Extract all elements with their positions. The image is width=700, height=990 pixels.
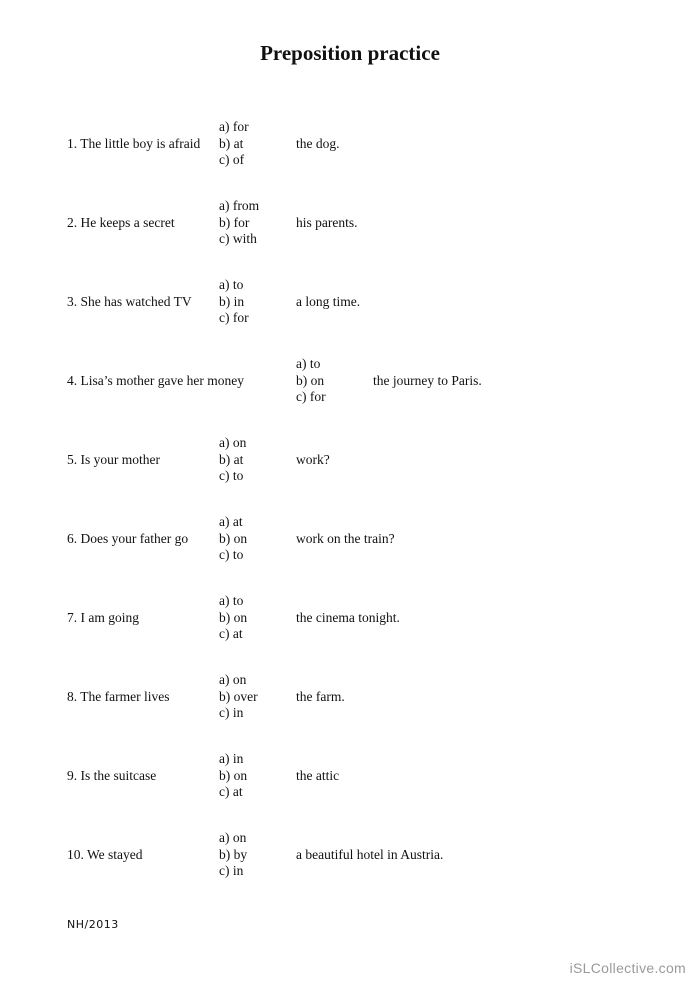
answer-option[interactable]: b) at [219, 135, 244, 151]
question-stem: 10. We stayed [67, 847, 143, 862]
answer-option[interactable]: a) for [219, 119, 249, 134]
footer-note: NH/2013 [67, 918, 119, 931]
question-item [0, 198, 700, 254]
question-continuation: a long time. [296, 294, 361, 309]
answer-options [219, 198, 259, 248]
answer-options [219, 672, 258, 722]
answer-options [219, 514, 247, 564]
question-stem: 7. I am going [67, 610, 139, 625]
answer-options [219, 593, 247, 643]
answer-option[interactable]: b) at [219, 451, 244, 467]
question-continuation: the journey to Paris. [373, 373, 482, 388]
page-title: Preposition practice [260, 41, 440, 65]
answer-options [219, 751, 247, 801]
answer-option[interactable]: c) in [219, 863, 244, 878]
question-continuation: his parents. [296, 215, 358, 230]
question-stem: 3. She has watched TV [67, 294, 192, 309]
answer-option[interactable]: c) for [296, 389, 326, 404]
answer-option[interactable]: a) to [219, 277, 244, 292]
question-item [0, 356, 700, 412]
answer-option[interactable]: c) in [219, 705, 244, 720]
answer-option[interactable]: b) on [219, 530, 248, 546]
answer-option[interactable]: c) at [219, 784, 243, 799]
answer-option[interactable]: c) for [219, 310, 249, 325]
question-item [0, 119, 700, 175]
answer-option[interactable]: a) to [296, 356, 321, 371]
answer-option[interactable]: a) on [219, 435, 247, 450]
question-item [0, 435, 700, 491]
watermark: iSLCollective.com [569, 960, 686, 976]
question-continuation: the dog. [296, 136, 340, 151]
answer-option[interactable]: b) by [219, 846, 248, 862]
question-item [0, 830, 700, 886]
answer-option[interactable]: b) over [219, 688, 258, 704]
answer-option[interactable]: c) at [219, 626, 243, 641]
answer-options [219, 277, 249, 327]
answer-options [296, 356, 326, 406]
answer-options [219, 830, 247, 880]
answer-option[interactable]: a) at [219, 514, 243, 529]
question-continuation: work on the train? [296, 531, 395, 546]
question-continuation: the cinema tonight. [296, 610, 400, 625]
question-item [0, 593, 700, 649]
question-continuation: the farm. [296, 689, 345, 704]
question-stem: 5. Is your mother [67, 452, 160, 467]
question-item [0, 277, 700, 333]
question-stem: 2. He keeps a secret [67, 215, 175, 230]
answer-option[interactable]: b) on [296, 372, 325, 388]
question-item [0, 751, 700, 807]
question-item [0, 514, 700, 570]
answer-option[interactable]: b) on [219, 609, 248, 625]
question-stem: 6. Does your father go [67, 531, 189, 546]
answer-option[interactable]: c) with [219, 231, 257, 246]
answer-option[interactable]: a) on [219, 830, 247, 845]
answer-option[interactable]: b) for [219, 214, 250, 230]
answer-options [219, 119, 249, 169]
answer-option[interactable]: b) on [219, 767, 248, 783]
answer-option[interactable]: a) to [219, 593, 244, 608]
answer-option[interactable]: a) from [219, 198, 260, 213]
answer-option[interactable]: c) to [219, 547, 244, 562]
answer-option[interactable]: a) in [219, 751, 244, 766]
question-continuation: the attic [296, 768, 340, 783]
answer-option[interactable]: a) on [219, 672, 247, 687]
answer-option[interactable]: b) in [219, 293, 245, 309]
question-stem: 4. Lisa’s mother gave her money [67, 373, 244, 388]
question-item [0, 672, 700, 728]
answer-option[interactable]: c) to [219, 468, 244, 483]
question-stem: 1. The little boy is afraid [67, 136, 201, 151]
question-continuation: a beautiful hotel in Austria. [296, 847, 444, 862]
answer-options [219, 435, 246, 485]
question-stem: 8. The farmer lives [67, 689, 170, 704]
question-continuation: work? [296, 452, 330, 467]
question-stem: 9. Is the suitcase [67, 768, 157, 783]
answer-option[interactable]: c) of [219, 152, 245, 167]
